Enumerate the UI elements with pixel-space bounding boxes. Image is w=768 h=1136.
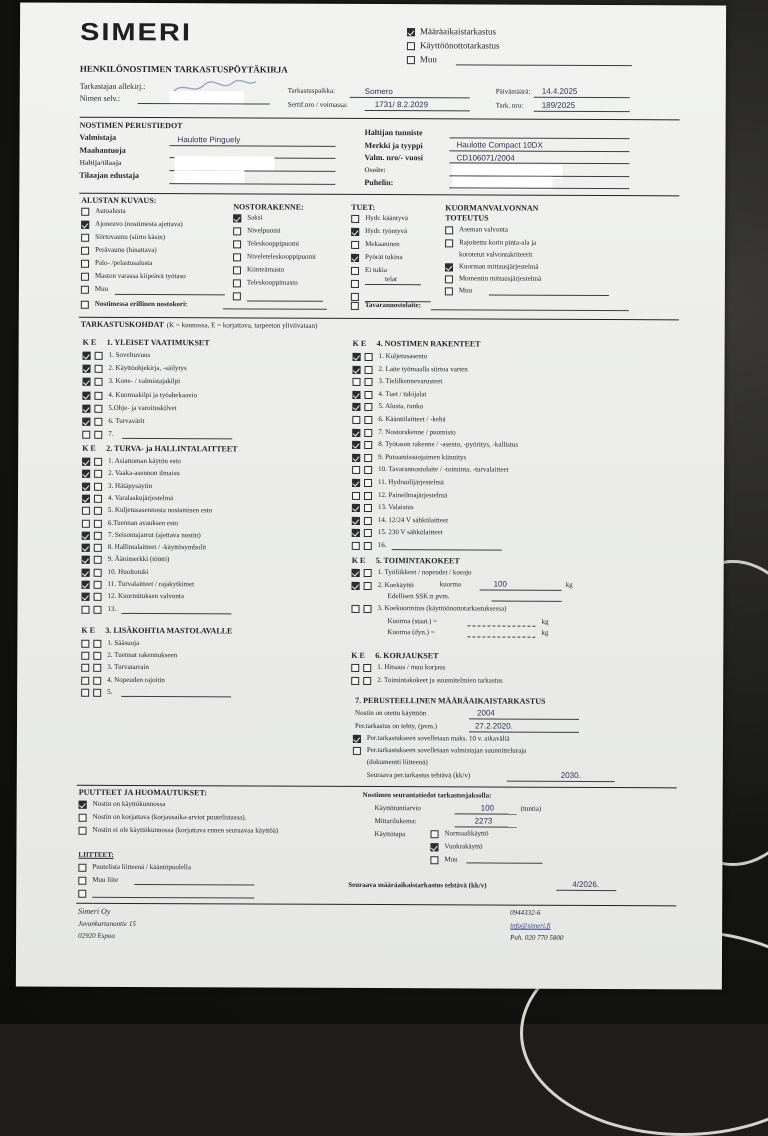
checkbox-e[interactable] (364, 378, 372, 386)
check-item-label: 3. Hätäpysäytin (108, 481, 152, 490)
checkbox-e[interactable] (364, 391, 372, 399)
check-item-label: 6. Turvavärit (108, 416, 145, 426)
footer-phone: 0944332-6 (510, 908, 541, 917)
check-item-label: 4. Nopeuden rajoitin (107, 675, 165, 684)
checkbox-support[interactable] (351, 293, 359, 301)
footer-email[interactable]: info@simeri.fi (510, 921, 551, 930)
checkbox-e[interactable] (94, 507, 102, 515)
s7-last-value: 27.2.2020. (474, 721, 513, 731)
checkbox-base[interactable] (81, 273, 89, 281)
checkbox-e[interactable] (94, 544, 102, 552)
holder-id-label: Haltijan tunniste (364, 127, 423, 138)
support-item: Hydr. kääntyvä (365, 213, 408, 223)
s7-option-note: (dokumentti liitteenä) (366, 757, 428, 767)
checkbox-k[interactable] (352, 429, 360, 437)
checkbox-support[interactable] (351, 280, 359, 288)
checkbox-separate-basket[interactable] (81, 301, 89, 309)
check-item-label: 1. Työliikkeet / nopeudet / koeajo (377, 568, 472, 577)
boom-item: Saksi (247, 213, 263, 222)
checkbox-k[interactable] (353, 366, 361, 374)
report-no-value: 189/2025 (541, 100, 576, 110)
checkbox-k[interactable] (82, 482, 90, 490)
section-title: 4. NOSTIMEN RAKENTEET (376, 339, 481, 349)
checkbox-e[interactable] (363, 677, 371, 685)
checkbox-type-commissioning[interactable] (407, 42, 415, 50)
hours-unit: (tuntia) (520, 804, 542, 813)
hours-label: Käyttötuntiarvio (374, 804, 421, 813)
usage-item: Muu (444, 855, 458, 864)
checkbox-k[interactable] (82, 431, 90, 439)
base-item: Siirtovaunu (siirto käsin) (95, 232, 166, 242)
checkbox-boom[interactable] (233, 279, 241, 287)
checkbox-k[interactable] (82, 378, 90, 386)
checkbox-e[interactable] (94, 458, 102, 466)
kg-unit: kg (541, 628, 549, 637)
s7-intro-label: Nostin on otettu käyttöön (355, 708, 427, 718)
support-item: Mekaaninen (365, 239, 400, 249)
check-item-label: 7. Seisontajarrut (ajettava nostin) (107, 530, 201, 540)
checkbox-k[interactable] (352, 378, 360, 386)
section-title: 1. YLEISET VAATIMUKSET (106, 337, 210, 348)
cert-label: Sertif.nro / voimassa: (287, 100, 348, 109)
checkbox-e[interactable] (364, 416, 372, 424)
previous-ssk-label: Edellisen SSK:n pvm. (387, 592, 450, 601)
check-item-label: 9. Putoamissuojaimen kiinnitys (378, 452, 467, 462)
checkbox-k[interactable] (81, 676, 89, 684)
check-item-label: 5. (107, 687, 113, 696)
load-item: Kuorman mittausjärjestelmä (458, 262, 539, 271)
checkbox-e[interactable] (94, 519, 102, 527)
checkbox-support[interactable] (351, 241, 359, 249)
place-label: Tarkastuspaikka: (287, 86, 336, 95)
checkbox-e[interactable] (94, 495, 102, 503)
document-title: HENKILÖNOSTIMEN TARKASTUSPÖYTÄKIRJA (79, 63, 288, 75)
checkbox-k[interactable] (82, 418, 90, 426)
support-item: Ei tukia (364, 265, 387, 275)
load-item: Muu (458, 286, 473, 295)
base-item: Palo- /pelastusalusta (94, 258, 153, 268)
basic-heading: NOSTIMEN PERUSTIEDOT (79, 120, 183, 131)
checkbox-s5-k[interactable] (351, 605, 359, 613)
type-label: Muu (419, 54, 437, 65)
checkbox-e[interactable] (364, 441, 372, 449)
checkbox-support[interactable] (351, 228, 359, 236)
check-item-label: 3. Kone- / valmistajakilpi (108, 377, 181, 386)
place-value: Somero (364, 86, 393, 97)
checkbox-k[interactable] (82, 556, 90, 564)
load-item: korotetut valvontakriteerit (459, 250, 533, 259)
check-item-label: 4. Tuet / tukijalat (378, 389, 427, 399)
checkbox-k[interactable] (82, 495, 90, 503)
checkbox-k[interactable] (82, 391, 90, 399)
check-item-label: 13. (107, 604, 117, 613)
check-item-label: 2. Tuennat rakennukseen (107, 651, 178, 660)
support-item: telat (384, 275, 398, 284)
check-item-label: 11. Turvalaitteet / rajakytkimet (107, 579, 195, 589)
s7-title: 7. PERUSTEELLINEN MÄÄRÄAIKAISTARKASTUS (355, 695, 546, 706)
checkbox-e[interactable] (364, 529, 372, 537)
inspector-signature-label: Tarkastajan allekirj.: (79, 81, 146, 92)
boom-item: Teleskooppimasto (246, 278, 298, 287)
s7-intro-value: 2004 (477, 708, 495, 718)
boom-item: Niveleteleskooppipuomi (247, 252, 316, 261)
note-item: Nostin on korjattava (korjausaika-arviot puutelistassa). (92, 812, 247, 822)
checkbox-base[interactable] (81, 208, 89, 216)
supports-heading: TUET: (351, 202, 376, 213)
support-item: Hydr. työntyvä (365, 226, 408, 236)
check-item-label: 11. Hydraulijärjestelmä (378, 478, 444, 487)
check-item-label: 14. 12/24 V sähkölaitteet (377, 515, 449, 525)
load-item: Rajoitettu korin pinta-ala ja (459, 238, 537, 247)
check-item-label: 15. 230 V sähkölaitteet (377, 528, 443, 537)
report-no-label: Tark. nro: (495, 101, 524, 110)
usage-label: Käyttötapa (374, 830, 406, 839)
checkbox-e[interactable] (95, 352, 103, 360)
checkbox-e[interactable] (93, 640, 101, 648)
check-item-label: 6. Kääntölaitteet / -kehä (378, 415, 446, 424)
check-item-label: 6.Tuennan avauksen esto (107, 518, 179, 527)
check-item-label: 1. Asiattoman käytön esto (108, 456, 181, 466)
checkbox-k[interactable] (83, 352, 91, 360)
boom-item: Kiinteämasto (246, 265, 285, 274)
meter-value: 2273 (474, 816, 493, 826)
load-item: Momentin mittausjärjestelmä (458, 274, 542, 283)
s7-option: Per.tarkastukseen sovelletaan valmistajan suunnitteluraja (366, 745, 527, 755)
brand-label: Merkki ja tyyppi (364, 140, 423, 151)
load-label: kuorma (439, 580, 462, 589)
check-item-label: 10. Huoltotuki (107, 567, 149, 576)
checkbox-k[interactable] (352, 454, 360, 462)
check-item-label: 12. Paineilmajärjestelmä (377, 490, 448, 499)
check-item-label: 16. (377, 541, 387, 550)
checkbox-usage[interactable] (430, 856, 438, 864)
brand-value: Haulotte Compact 10DX (456, 140, 543, 150)
check-item-label: 12. Kuormituksen valvonta (107, 592, 184, 601)
checkbox-load[interactable] (445, 275, 453, 283)
base-heading: ALUSTAN KUVAUS: (81, 195, 157, 206)
checkbox-e[interactable] (363, 664, 371, 672)
dynamic-load-label: Kuorma (dyn.) = (387, 628, 435, 637)
checkbox-k[interactable] (81, 652, 89, 660)
checkbox-k[interactable] (352, 391, 360, 399)
usage-item: Normaalikäyttö (444, 829, 489, 838)
check-item-label: 2. Toimintakokeet ja suunnitelmien tarkastus (377, 675, 503, 685)
checkbox-support[interactable] (351, 267, 359, 275)
checkbox-k[interactable] (351, 677, 359, 685)
inspection-document (16, 2, 726, 989)
checkbox-note[interactable] (79, 801, 87, 809)
checkbox-type-periodic[interactable] (407, 28, 415, 36)
checkbox-e[interactable] (364, 403, 372, 411)
holder-label: Haltija/tilaaja (79, 158, 122, 167)
checkbox-k[interactable] (82, 544, 90, 552)
checkbox-k[interactable] (352, 582, 360, 590)
checkbox-e[interactable] (93, 676, 101, 684)
checkbox-boom[interactable] (233, 240, 241, 248)
checkbox-s5-e[interactable] (363, 605, 371, 613)
checkbox-e[interactable] (94, 593, 102, 601)
checkbox-load[interactable] (445, 226, 453, 234)
checkbox-load[interactable] (445, 263, 453, 271)
checkbox-boom[interactable] (233, 266, 241, 274)
checkbox-s7-manufacturer[interactable] (353, 747, 361, 755)
checkbox-e[interactable] (94, 556, 102, 564)
checkbox-e[interactable] (364, 479, 372, 487)
checkbox-k[interactable] (82, 532, 90, 540)
name-label: Nimen selv.: (79, 93, 121, 103)
checkbox-base[interactable] (81, 260, 89, 268)
check-item-label: 2. Käyttöohjekirja, -säilytys (108, 364, 187, 373)
attachments-heading: LIITTEET: (78, 850, 114, 859)
checkbox-k[interactable] (352, 517, 360, 525)
manufacturer-label: Valmistaja (79, 132, 117, 142)
checkbox-k[interactable] (81, 640, 89, 648)
checkbox-k[interactable] (82, 470, 90, 478)
load-item: Aseman valvonta (459, 225, 508, 234)
base-item: Muu (94, 284, 109, 293)
check-item-label: 10. Tavarannostolaite / -toiminta, -turvalaitteet (378, 465, 509, 474)
usage-item: Vuokrakäyttö (444, 842, 483, 851)
base-item: Autoalusta (95, 206, 126, 215)
check-item-label: 1. Soveltuvuus (108, 350, 151, 360)
load-value: 100 (493, 579, 507, 589)
checkbox-k[interactable] (352, 479, 360, 487)
checkbox-k[interactable] (352, 504, 360, 512)
meter-label: Mittarilukema: (374, 817, 417, 826)
separate-basket-label: Nostimessa erillinen nostokori: (94, 299, 188, 309)
checkbox-base[interactable] (81, 221, 89, 229)
checkbox-k[interactable] (82, 507, 90, 515)
check-item-label: 1. Sääsuoja (107, 638, 140, 647)
base-item: Perävaunu (hinattava) (95, 245, 157, 255)
checks-legend: (K = kunnossa, E = korjattava, tarpeeton yliviivataan) (166, 321, 318, 330)
checkbox-e[interactable] (93, 652, 101, 660)
check-item-label: 1. Hitsaus / muu korjaus (377, 663, 446, 672)
address-label: Osoite: (364, 165, 386, 175)
notes-heading: PUUTTEET JA HUOMAUTUKSET: (78, 787, 207, 798)
checkbox-usage[interactable] (431, 830, 439, 838)
section-title: 3. LISÄKOHTIA MASTOLAVALLE (105, 625, 233, 636)
section-title: 2. TURVA- ja HALLINTALAITTEET (106, 443, 238, 454)
checkbox-e[interactable] (94, 482, 102, 490)
checkbox-e[interactable] (94, 405, 102, 413)
checkbox-k[interactable] (352, 403, 360, 411)
ke-header: K E (351, 650, 365, 660)
checkbox-attachment[interactable] (78, 877, 86, 885)
checkbox-k[interactable] (351, 664, 359, 672)
serial-value: CD106071/2004 (456, 153, 515, 163)
ke-header: K E (82, 443, 96, 453)
note-item: Nostin on käyttökunnossa (92, 799, 166, 809)
checkbox-attachment[interactable] (78, 890, 86, 898)
check-item-label: 7. Nostorakenne / puomisto (378, 427, 456, 436)
check-item-label: 5.Ohje- ja varoituskilvet (108, 403, 177, 412)
s7-option: Per.tarkastukseen sovelletaan maks. 10 v. aikaväliä (366, 733, 510, 743)
kg-unit: kg (541, 617, 549, 626)
checkbox-base[interactable] (81, 247, 89, 255)
checkbox-k[interactable] (352, 569, 360, 577)
monitor-heading: Nostimen seurantatiedot tarkastusjaksolla: (362, 790, 492, 800)
footer-street: Juvankartanontie 15 (78, 919, 136, 928)
next-inspection-label: Seuraava määräaikaistarkastus tehtävä (kk/v) (348, 880, 487, 890)
checkbox-e[interactable] (94, 581, 102, 589)
checkbox-e[interactable] (93, 689, 101, 697)
attachment-item: Puutelista liitteenä / kääntöpuolella (92, 862, 191, 872)
check-item-label: 3. Turvatarrain (107, 663, 149, 672)
manufacturer-value: Haulotte Pinguely (177, 135, 241, 145)
check-item-label: 4. Kuormakilpi ja työahekaavio (108, 390, 198, 399)
check-item-label: 2. Koekäyttö (377, 580, 414, 589)
checks-heading: TARKASTUSKOHDAT (80, 319, 165, 330)
checkbox-k[interactable] (82, 458, 90, 466)
checkbox-e[interactable] (94, 391, 102, 399)
checkbox-support[interactable] (351, 254, 359, 262)
checkbox-e[interactable] (364, 492, 372, 500)
check-item-label: 1. Kuljetusasento (378, 352, 428, 361)
type-label: Määräaikaistarkastus (420, 26, 497, 37)
attachment-item: Muu liite (92, 875, 119, 884)
base-item: Ajoneuvo (nostimesta ajettava) (95, 219, 183, 229)
footer-company: Simeri Oy (78, 906, 111, 916)
boom-heading: NOSTORAKENNE: (233, 202, 304, 212)
checkbox-e[interactable] (364, 454, 372, 462)
load-heading: KUORMANVALVONNAN TOTEUTUS (445, 203, 539, 223)
checkbox-e[interactable] (94, 431, 102, 439)
ke-header: K E (352, 338, 367, 348)
checkbox-load[interactable] (445, 287, 453, 295)
checkbox-k[interactable] (82, 405, 90, 413)
check-item-label: 8. Työtason rakenne / -asento, -pyöritys, -kallistus (378, 440, 519, 449)
phone-label: Puhelin: (364, 177, 394, 188)
checkbox-base[interactable] (81, 234, 89, 242)
cert-value: 1731/ 8.2.2029 (374, 100, 429, 110)
checkbox-e[interactable] (364, 517, 372, 525)
checkbox-type-other[interactable] (407, 56, 415, 64)
checkbox-e[interactable] (94, 378, 102, 386)
checkbox-k[interactable] (352, 416, 360, 424)
check-item-label: 4. Varalaskujärjestelmä (107, 493, 174, 503)
type-label: Käyttöönottotarkastus (419, 40, 500, 51)
s7-next-value: 2030. (560, 770, 581, 780)
check-item-label: 13. Valaistus (377, 503, 414, 512)
note-item: Nostin ei ole käyttökunnossa (korjattava ennen seuraavaa käyttöä) (92, 825, 279, 835)
checkbox-k[interactable] (81, 689, 89, 697)
check-item-label: 2. Vaaka-asennon ilmaisu (108, 469, 180, 478)
checkbox-support[interactable] (351, 215, 359, 223)
checkbox-k[interactable] (352, 542, 360, 550)
checkbox-k[interactable] (352, 492, 360, 500)
checkbox-k[interactable] (353, 353, 361, 361)
checkbox-e[interactable] (364, 542, 372, 550)
checkbox-usage[interactable] (430, 843, 438, 851)
checkbox-k[interactable] (352, 466, 360, 474)
checkbox-e[interactable] (94, 568, 102, 576)
checkbox-e[interactable] (94, 418, 102, 426)
checkbox-note[interactable] (79, 827, 87, 835)
checkbox-note[interactable] (79, 814, 87, 822)
redacted-holder (174, 156, 274, 170)
checkbox-e[interactable] (364, 429, 372, 437)
checkbox-k[interactable] (352, 441, 360, 449)
checkbox-boom[interactable] (233, 227, 241, 235)
s7-next-label: Seuraava per.tarkastus tehtävä (kk/v) (366, 770, 471, 780)
serial-label: Valm. nro/- vuosi (364, 152, 423, 163)
checkbox-e[interactable] (94, 470, 102, 478)
ke-header: K E (81, 625, 95, 635)
check-item-label: 3. Tielilkennevarusteet (378, 377, 443, 386)
check-item-label: 2. Laite työmaalla siirtoa varten (378, 364, 468, 374)
check-item-label: 5. Kuljetusasennosta nostamisen esto (107, 506, 213, 515)
checkbox-boom[interactable] (233, 253, 241, 261)
boom-item: Nivelpuomi (247, 226, 281, 235)
checkbox-e[interactable] (95, 365, 103, 373)
checkbox-boom[interactable] (233, 214, 241, 222)
checkbox-base[interactable] (81, 286, 89, 294)
checkbox-k[interactable] (81, 664, 89, 672)
company-logo: SIMERI (79, 18, 192, 47)
check-item-label: 8. Hallintalaitteet / -käyttösymbolit (107, 542, 207, 552)
checkbox-k[interactable] (81, 605, 89, 613)
checkbox-k[interactable] (82, 519, 90, 527)
checkbox-goods-lift[interactable] (351, 302, 359, 310)
next-inspection-value: 4/2026. (572, 879, 600, 889)
checkbox-s7-10y[interactable] (353, 735, 361, 743)
checkbox-e[interactable] (365, 353, 373, 361)
checkbox-e[interactable] (364, 569, 372, 577)
date-label: Päivämäärä: (495, 87, 531, 96)
base-item: Maston varassa kiipeävä työtaso (94, 271, 186, 281)
ke-header: K E (82, 337, 97, 347)
test-load-label: 3. Koekuormitus (käyttöönottotarkastuksessa) (377, 604, 507, 613)
footer-city: 02920 Espoo (78, 931, 115, 940)
support-item: Pyörät tukina (365, 252, 403, 262)
checkbox-load[interactable] (445, 239, 453, 247)
checkbox-e[interactable] (364, 504, 372, 512)
load-unit: kg (565, 580, 573, 589)
section-title: 5. TOIMINTAKOKEET (375, 556, 460, 566)
date-value: 14.4.2025 (541, 86, 578, 96)
checkbox-k[interactable] (352, 529, 360, 537)
hours-value: 100 (480, 803, 495, 813)
checkbox-e[interactable] (364, 466, 372, 474)
checkbox-e[interactable] (93, 605, 101, 613)
checkbox-attachment[interactable] (78, 864, 86, 872)
check-item-label: 9. Äänimerkki (töötti) (107, 555, 170, 564)
checkbox-e[interactable] (364, 582, 372, 590)
check-item-label: 5. Alusta, runko (378, 402, 424, 411)
checkbox-k[interactable] (83, 365, 91, 373)
checkbox-k[interactable] (82, 568, 90, 576)
representative-label: Tilaajan edustaja (79, 170, 140, 180)
static-load-label: Kuorma (staat.) = (387, 617, 438, 626)
goods-lift-label: Tavarannostolaite: (364, 300, 421, 310)
checkbox-e[interactable] (365, 366, 373, 374)
boom-item: Teleskooppipuomi (247, 239, 300, 248)
checkbox-e[interactable] (93, 664, 101, 672)
ke-header: K E (351, 555, 366, 565)
footer-tel: Puh. 020 770 5800 (510, 933, 564, 942)
checkbox-e[interactable] (94, 532, 102, 540)
checkbox-boom[interactable] (233, 292, 241, 300)
s7-last-label: Per.tarkastus on tehty, (pvm.) (354, 721, 437, 731)
section-title: 6. KORJAUKSET (375, 651, 439, 661)
check-item-label: 7. (108, 430, 114, 439)
checkbox-k[interactable] (82, 593, 90, 601)
checkbox-k[interactable] (82, 581, 90, 589)
importer-label: Maahantuoja (79, 145, 126, 155)
